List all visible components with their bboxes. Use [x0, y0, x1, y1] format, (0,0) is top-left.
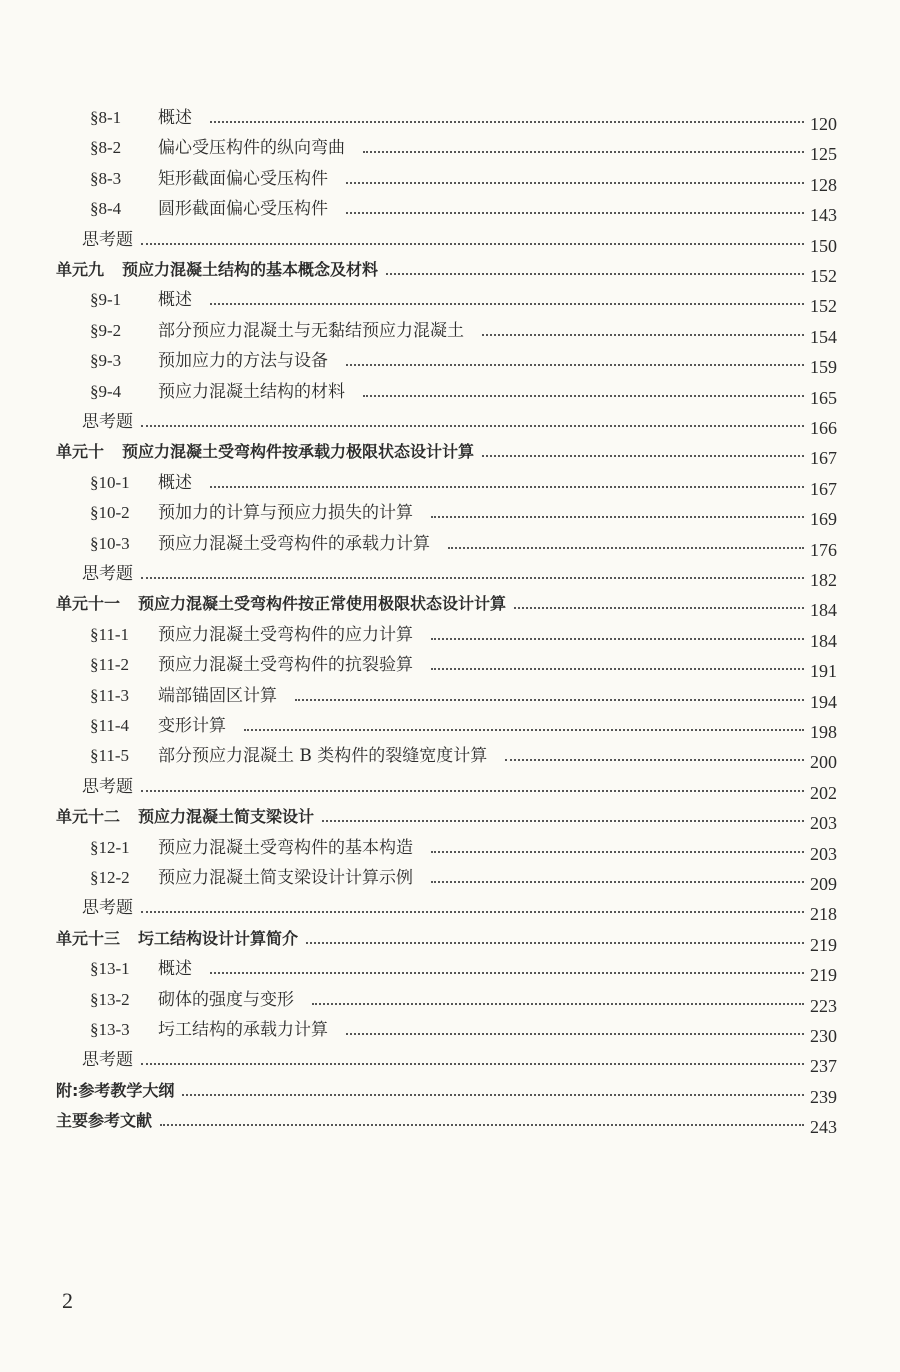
toc-entry-label: [0, 229, 133, 251]
dot-leader: [431, 637, 804, 640]
dot-leader: [363, 150, 804, 153]
toc-entry-title: 圬工结构的承载力计算: [158, 1020, 328, 1040]
dot-leader: [182, 1093, 804, 1096]
toc-entry-page: 243: [810, 1117, 837, 1138]
toc-entry-number: §9-4: [90, 381, 122, 401]
toc-entry-page: 203: [810, 813, 837, 834]
toc-entry-title: 砌体的强度与变形: [158, 989, 294, 1010]
toc-entry-title: 圆形截面偏心受压构件: [158, 199, 328, 220]
toc-entry: [0, 99, 900, 134]
toc-entry-page: 198: [810, 722, 837, 742]
toc-entry-title: 思考题: [82, 776, 133, 797]
dot-leader: [431, 880, 804, 883]
toc-entry-page: 239: [810, 1086, 837, 1107]
toc-entry: [0, 707, 900, 742]
toc-entry: [0, 373, 900, 408]
toc-entry-number: §8-2: [90, 138, 122, 158]
toc-entry-title: 思考题: [82, 898, 133, 919]
toc-entry-title: 部分预应力混凝土与无黏结预应力混凝土: [158, 320, 464, 341]
toc-entry-label: [0, 624, 413, 646]
page-number: 2: [62, 1288, 73, 1313]
dot-leader: [448, 546, 804, 549]
dot-leader: [346, 211, 804, 214]
toc-entry-page: 191: [810, 661, 837, 682]
toc-entry-label: [0, 502, 413, 524]
toc-entry-page: 209: [810, 874, 837, 894]
dot-leader: [363, 394, 804, 397]
toc-entry: [0, 646, 900, 682]
toc-entry-page: 165: [810, 387, 837, 408]
toc-entry: [0, 859, 900, 894]
dot-leader: [482, 454, 804, 457]
toc-entry-title: 预加应力的方法与设备: [158, 351, 328, 372]
toc-entry: [0, 1072, 900, 1107]
dot-leader: [141, 576, 804, 579]
toc-entry-page: 159: [810, 357, 837, 378]
toc-entry-number: §8-1: [90, 108, 122, 127]
toc-entry: [0, 555, 900, 590]
toc-entry: [0, 403, 900, 438]
toc-entry-label: [0, 897, 133, 919]
toc-entry-number: §10-1: [90, 472, 130, 492]
toc-entry-page: 223: [810, 995, 837, 1016]
toc-entry: [0, 342, 900, 378]
toc-entry-page: 237: [810, 1056, 837, 1077]
toc-entry-title: 思考题: [82, 564, 133, 584]
toc-entry: [0, 494, 900, 530]
toc-entry-title: 预应力混凝土受弯构件的承载力计算: [158, 533, 430, 554]
toc-entry-page: 128: [810, 174, 837, 195]
toc-entry-number: 单元十二: [56, 807, 121, 827]
dot-leader: [431, 515, 804, 518]
toc-entry-number: §9-2: [90, 320, 122, 340]
toc-entry-title: 端部锚固区计算: [158, 685, 277, 706]
toc-entry-number: §11-1: [90, 624, 130, 644]
toc-entry-title: 矩形截面偏心受压构件: [158, 168, 328, 189]
toc-entry: [0, 160, 900, 195]
toc-entry-title: 概述: [158, 959, 192, 980]
toc-entry-page: 218: [810, 904, 837, 925]
toc-entry: [0, 221, 900, 256]
toc-entry: [0, 585, 900, 621]
toc-entry-label: [0, 168, 328, 190]
toc-entry-label: [0, 320, 464, 342]
toc-entry-title: 预应力混凝土受弯构件的抗裂验算: [158, 655, 413, 676]
toc-entry-label: [0, 1049, 133, 1071]
toc-entry-number: §11-4: [90, 716, 130, 735]
dot-leader: [346, 363, 804, 366]
toc-entry-page: 184: [810, 600, 837, 621]
toc-entry-number: 单元十: [56, 442, 105, 462]
toc-entry-title: 预应力混凝土结构的基本概念及材料: [122, 260, 379, 279]
toc-entry-number: 单元十三: [56, 928, 121, 948]
toc-entry: [0, 616, 900, 651]
toc-entry-number: 单元九: [56, 260, 105, 279]
dot-leader: [505, 758, 804, 761]
toc-entry: [0, 251, 900, 286]
dot-leader: [386, 272, 804, 275]
toc-entry-title: 附:参考教学大纲: [56, 1080, 175, 1100]
toc-entry-number: §13-3: [90, 1020, 130, 1039]
toc-entry-title: 概述: [158, 290, 192, 311]
toc-entry-number: §11-2: [90, 655, 130, 675]
toc-entry: [0, 1011, 900, 1046]
toc-entry: [0, 1041, 900, 1077]
toc-entry-label: [0, 776, 133, 798]
toc-entry-page: 169: [810, 509, 837, 530]
dot-leader: [210, 485, 804, 488]
toc-entry: [0, 920, 900, 955]
toc-entry-title: 预应力混凝土结构的材料: [158, 381, 345, 402]
toc-entry-number: §11-3: [90, 685, 130, 705]
dot-leader: [210, 120, 804, 123]
dot-leader: [306, 941, 804, 944]
dot-leader: [141, 1062, 804, 1065]
toc-entry-page: 154: [810, 326, 837, 347]
toc-entry: [0, 525, 900, 560]
toc-entry-title: 预应力混凝土受弯构件的应力计算: [158, 624, 413, 645]
toc-entry-label: [0, 1019, 328, 1041]
dot-leader: [431, 667, 804, 670]
toc-entry-label: [0, 1110, 152, 1132]
toc-entry-title: 思考题: [82, 229, 133, 250]
toc-entry-label: [0, 563, 133, 585]
toc-entry-label: [0, 745, 487, 767]
toc-entry-page: 125: [810, 144, 837, 165]
dot-leader: [346, 1032, 804, 1035]
toc-entry-label: [0, 837, 413, 859]
toc-entry-label: [0, 1080, 174, 1102]
toc-entry-label: [0, 198, 328, 220]
toc-entry-number: §9-1: [90, 290, 122, 310]
toc-entry-title: 预应力混凝土简支梁设计计算示例: [158, 868, 413, 888]
toc-entry-title: 预应力混凝土受弯构件按正常使用极限状态设计计算: [138, 594, 507, 614]
toc-entry: [0, 768, 900, 803]
toc-entry-number: §11-5: [90, 746, 130, 766]
toc-entry-title: 预加力的计算与预应力损失的计算: [158, 503, 413, 524]
dot-leader: [346, 181, 804, 184]
dot-leader: [210, 971, 804, 974]
toc-entry-page: 200: [810, 752, 837, 773]
toc-entry-label: [0, 350, 328, 372]
toc-entry-page: 184: [810, 630, 837, 651]
toc-entry-label: [0, 867, 413, 889]
toc-entry-label: [0, 472, 192, 494]
toc-entry-page: 150: [810, 235, 837, 256]
toc-entry-page: 176: [810, 539, 837, 560]
dot-leader: [244, 728, 804, 731]
toc-entry-page: 219: [810, 934, 837, 955]
toc-entry-page: 143: [810, 205, 837, 226]
toc-entry: [0, 829, 900, 864]
toc-entry-number: §9-3: [90, 351, 122, 371]
toc-entry-page: 202: [810, 782, 837, 803]
toc-entry-number: 单元十一: [56, 594, 121, 614]
toc-entry-label: [0, 685, 277, 707]
toc-entry: [0, 129, 900, 165]
dot-leader: [141, 910, 804, 913]
toc-entry-page: 152: [810, 296, 837, 317]
toc-entry: [0, 798, 900, 834]
toc-entry-label: [0, 259, 378, 281]
toc-entry-title: 预应力混凝土简支梁设计: [138, 807, 315, 827]
dot-leader: [210, 302, 804, 305]
toc-entry-label: [0, 806, 314, 828]
toc-entry-number: §10-3: [90, 533, 130, 553]
toc-entry-title: 思考题: [82, 1050, 133, 1071]
toc-entry-page: 203: [810, 843, 837, 864]
toc-entry-label: [0, 533, 430, 555]
toc-entry-title: 思考题: [82, 412, 133, 432]
toc-entry-title: 主要参考文献: [56, 1111, 153, 1131]
toc-entry: [0, 190, 900, 226]
toc-entry-label: [0, 958, 192, 980]
toc-entry-page: 219: [810, 965, 837, 986]
dot-leader: [312, 1002, 804, 1005]
toc-entry-title: 偏心受压构件的纵向弯曲: [158, 138, 345, 159]
toc-entry-label: [0, 441, 474, 463]
toc-entry-label: [0, 289, 192, 311]
dot-leader: [431, 850, 804, 853]
toc-entry: [0, 464, 900, 499]
toc-entry-number: §12-1: [90, 837, 130, 857]
toc-entry-number: §12-2: [90, 868, 130, 887]
toc-entry: [0, 950, 900, 986]
toc-entry-label: [0, 928, 298, 950]
toc-entry-page: 152: [810, 266, 837, 286]
toc-entry-label: [0, 654, 413, 676]
dot-leader: [322, 819, 804, 822]
dot-leader: [141, 424, 804, 427]
toc-entry-label: [0, 107, 192, 129]
toc-entry-label: [0, 715, 226, 737]
toc-entry-number: §8-4: [90, 199, 122, 219]
toc-entry-page: 167: [810, 448, 837, 469]
toc-entry: [0, 281, 900, 317]
toc-entry-label: [0, 411, 133, 433]
toc-entry-page: 167: [810, 478, 837, 499]
toc-entry: [0, 737, 900, 773]
toc-entry-title: 预应力混凝土受弯构件按承载力极限状态设计计算: [122, 442, 475, 462]
toc-entry-title: 部分预应力混凝土 B 类构件的裂缝宽度计算: [158, 746, 488, 767]
toc-entry: [0, 1102, 900, 1138]
toc-entry-page: 194: [810, 691, 837, 712]
dot-leader: [141, 242, 804, 245]
dot-leader: [482, 333, 804, 336]
toc-entry: [0, 677, 900, 712]
toc-entry-number: §10-2: [90, 503, 130, 523]
toc-entry-number: §8-3: [90, 168, 122, 188]
toc-entry-title: 概述: [158, 472, 192, 493]
dot-leader: [295, 698, 804, 701]
toc-entry-title: 变形计算: [158, 716, 226, 736]
toc-entry: [0, 981, 900, 1016]
toc-entry-label: [0, 989, 294, 1011]
dot-leader: [514, 606, 804, 609]
toc-entry-page: 120: [810, 114, 837, 134]
toc-entry-label: [0, 381, 345, 403]
toc-entry-title: 圬工结构设计计算简介: [138, 928, 299, 948]
dot-leader: [141, 789, 804, 792]
toc-entry: [0, 433, 900, 469]
toc-entry-page: 182: [810, 570, 837, 590]
toc-entry-label: [0, 137, 345, 159]
toc-entry: [0, 312, 900, 347]
toc-entry-page: 166: [810, 418, 837, 438]
dot-leader: [160, 1123, 804, 1126]
toc-entry-page: 230: [810, 1026, 837, 1046]
toc-entry-number: §13-1: [90, 959, 130, 979]
toc-entry-label: [0, 593, 506, 615]
toc-entry-title: 预应力混凝土受弯构件的基本构造: [158, 837, 413, 858]
toc-entry-number: §13-2: [90, 989, 130, 1009]
toc-entry: [0, 889, 900, 925]
toc-entry-title: 概述: [158, 108, 192, 128]
